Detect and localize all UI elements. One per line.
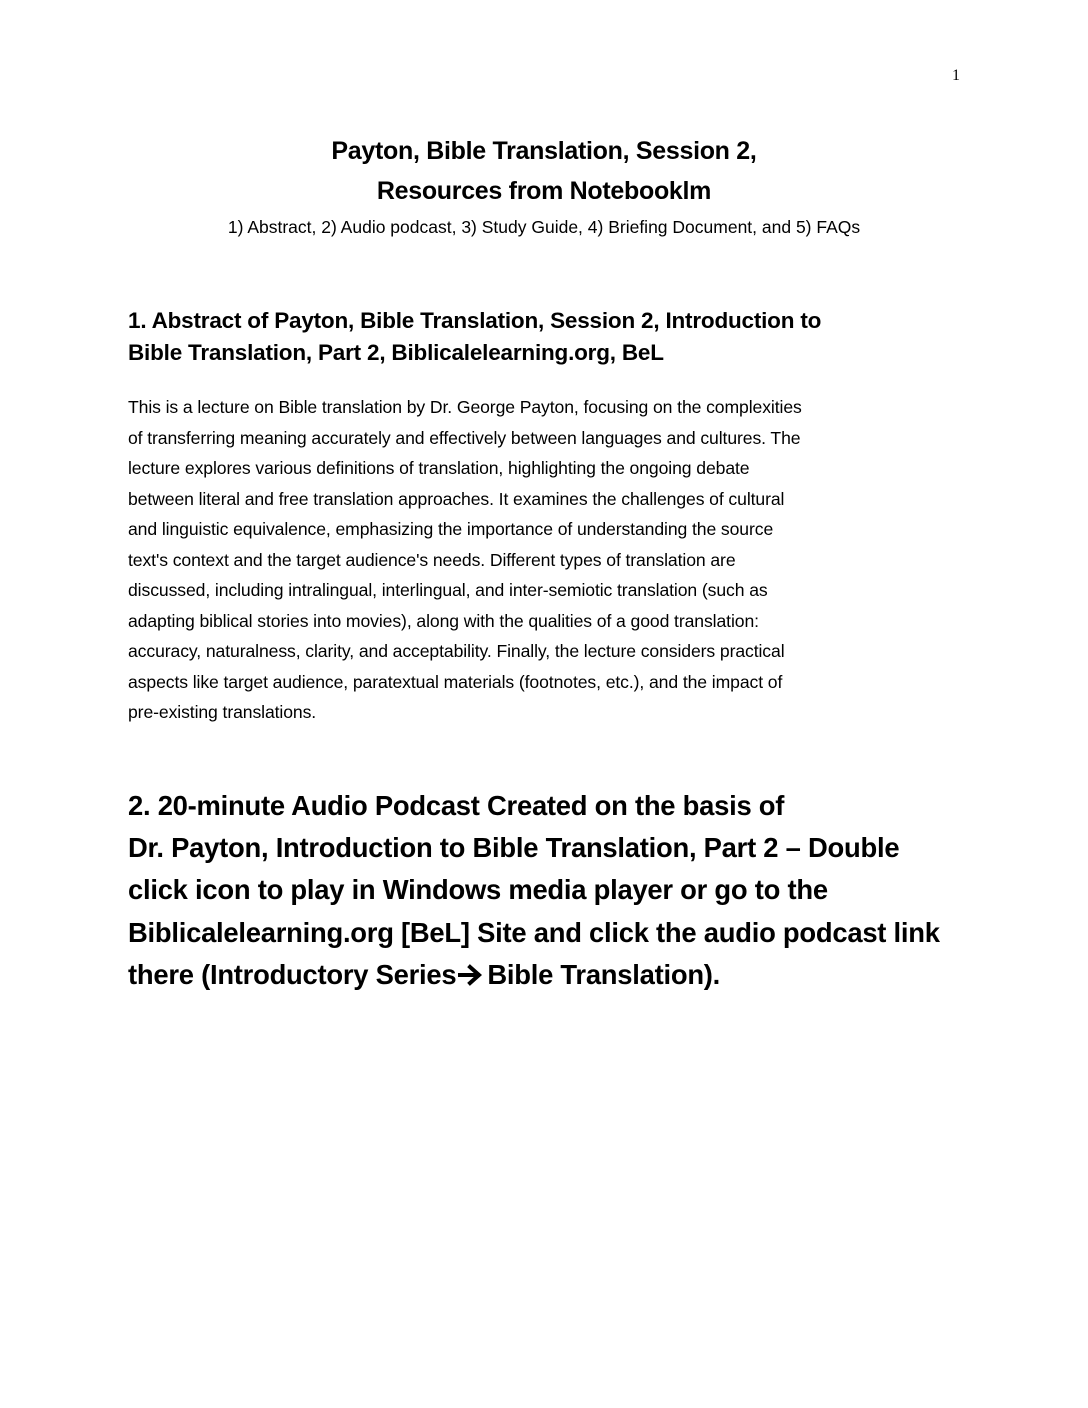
bible-translation-text: Bible Translation). <box>487 958 721 990</box>
section-1-heading-line: 1. Abstract of Payton, Bible Translation, Session 2, Introduction to <box>128 308 822 333</box>
abstract-line: of transferring meaning accurately and effectively between languages and cultures. The <box>128 427 801 448</box>
document-title-line-1: Payton, Bible Translation, Session 2, <box>331 137 757 165</box>
abstract-line: and linguistic equivalence, emphasizing the importance of understanding the source <box>128 519 774 539</box>
page-number: 1 <box>952 67 960 84</box>
section-2-heading-line: Dr. Payton, Introduction to Bible Translation, Part 2 – Double <box>128 832 900 864</box>
section-1-heading <box>128 305 968 369</box>
section-2-heading-line: Biblicalelearning.org [BeL] Site and click the audio podcast link <box>128 916 940 948</box>
abstract-line: discussed, including intralingual, interlingual, and inter-semiotic translation (such as <box>128 580 768 600</box>
section-2-heading-line: click icon to play in Windows media player or go to the <box>128 874 828 906</box>
abstract-line: aspects like target audience, paratextual materials (footnotes, etc.), and the impact of <box>128 671 783 692</box>
series-text: there (Introductory Series <box>128 958 457 990</box>
abstract-line: lecture explores various definitions of translation, highlighting the ongoing debate <box>128 458 750 478</box>
abstract-paragraph <box>128 392 943 728</box>
abstract-line: text's context and the target audience's needs. Different types of translation are <box>128 549 736 570</box>
abstract-line: between literal and free translation approaches. It examines the challenges of cultural <box>128 488 785 509</box>
document-subtitle: 1) Abstract, 2) Audio podcast, 3) Study Guide, 4) Briefing Document, and 5) FAQs <box>227 217 861 237</box>
abstract-line: adapting biblical stories into movies), along with the qualities of a good translation: <box>128 610 759 631</box>
section-2-heading <box>128 785 968 998</box>
document-title-line-2: Resources from Notebooklm <box>376 177 712 205</box>
section-2-heading-last-line <box>128 954 968 998</box>
abstract-line: This is a lecture on Bible translation by Dr. George Payton, focusing on the complexities <box>128 397 802 417</box>
abstract-line: pre-existing translations. <box>128 702 317 722</box>
abstract-line: accuracy, naturalness, clarity, and acceptability. Finally, the lecture considers practical <box>128 641 785 661</box>
section-2-heading-line: 2. 20-minute Audio Podcast Created on the basis of <box>128 790 785 821</box>
section-1-heading-line: Bible Translation, Part 2, Biblicalelearning.org, BeL <box>128 340 664 365</box>
right-arrow-icon <box>458 956 484 998</box>
